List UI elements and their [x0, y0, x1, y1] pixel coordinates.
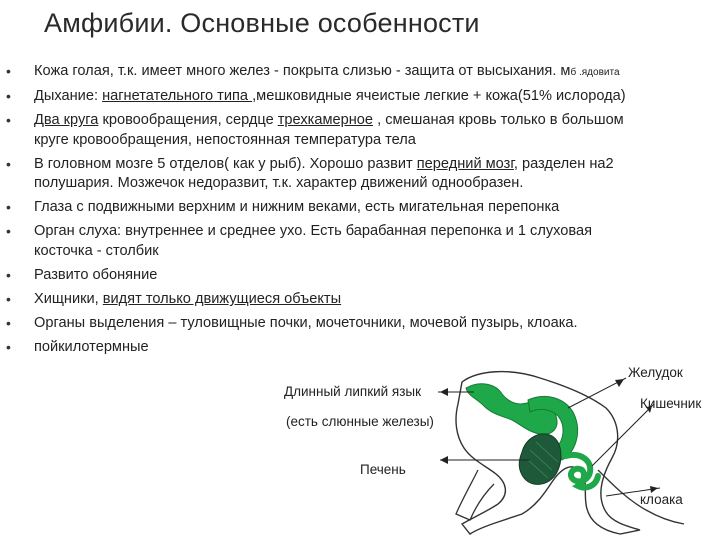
smell-text: Развито обоняние: [34, 267, 158, 284]
circulation-circles: Два круга: [34, 112, 99, 129]
label-salivary-glands: (есть слюнные железы): [286, 414, 434, 429]
label-liver: Печень: [360, 462, 406, 477]
breathing-text: Дыхание:: [34, 88, 103, 105]
label-intestine: Кишечник: [640, 396, 702, 411]
arrow-tongue: [440, 388, 448, 396]
intestine-organ: [566, 455, 598, 488]
label-stomach: Желудок: [628, 365, 683, 380]
brain-line2: полушария. Мозжечок недоразвит, т.к. характер движений однообразен.: [34, 175, 524, 192]
circulation-line2: круге кровообращения, непостоянная температура тела: [34, 131, 416, 148]
breathing-type: нагнетательного типа: [102, 88, 253, 105]
skin-text-b: б: [570, 67, 577, 78]
label-cloaca: клоака: [640, 492, 683, 507]
page-title: Амфибии. Основные особенности: [44, 8, 480, 38]
frog-front-leg: [456, 470, 494, 520]
skin-text-poison: .ядовита: [576, 67, 620, 78]
excretion-text: Органы выделения – туловищные почки, мочеточники, мочевой пузырь, клоака.: [34, 315, 578, 332]
predators-vision: видят только движущиеся объекты: [102, 291, 342, 308]
poikilothermic-text: пойкилотермные: [34, 339, 149, 356]
skin-text: Кожа голая, т.к. имеет много желез - покрыта слизью - защита от высыхания. м: [34, 63, 571, 79]
hearing-line2: косточка - столбик: [34, 242, 159, 259]
brain-text: В головном мозге 5 отделов( как у рыб). Хорошо развит: [34, 155, 417, 172]
hearing-text: Орган слуха: внутреннее и среднее ухо. Есть барабанная перепонка и 1 слуховая: [34, 223, 592, 240]
arrow-liver: [440, 456, 448, 464]
circulation-rest: , смешаная кровь только в большом: [373, 112, 624, 129]
label-tongue: Длинный липкий язык: [284, 384, 422, 399]
pointer-intestine: [592, 404, 654, 466]
predators-text: Хищники,: [34, 291, 103, 308]
eyes-text: Глаза с подвижными верхним и нижним веками, есть мигательная перепонка: [34, 199, 560, 216]
breathing-rest: ,мешковидные ячеистые легкие + кожа(51% ислорода): [252, 88, 626, 105]
forebrain: передний мозг: [416, 155, 514, 172]
circulation-text: кровообращения, сердце: [98, 112, 278, 129]
brain-rest: , разделен на2: [513, 155, 614, 172]
heart-type: трехкамерное: [277, 112, 374, 129]
